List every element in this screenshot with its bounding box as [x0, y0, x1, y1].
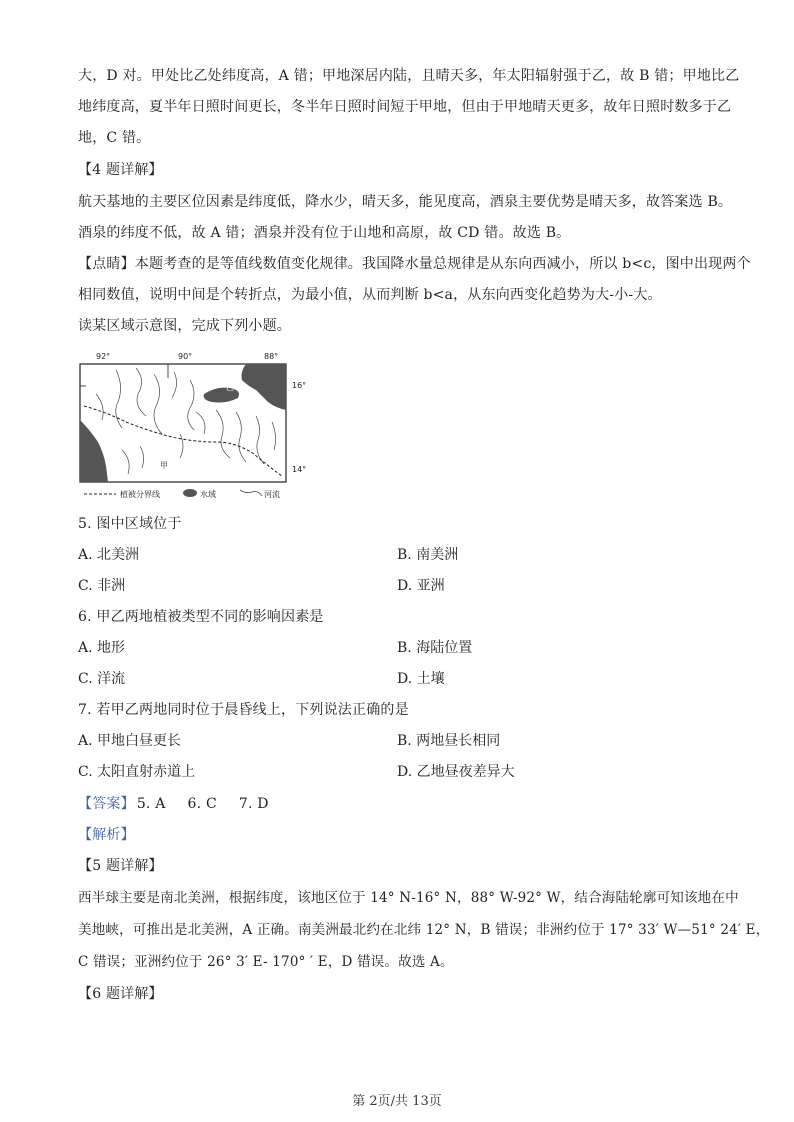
q5-option-b: B. 南美洲: [397, 547, 459, 563]
place-yi-label: 乙: [226, 383, 234, 392]
legend-boundary-label: 植被分界线: [120, 490, 160, 499]
prev-line-3: 地，C 错。: [78, 130, 151, 146]
legend-river-label: 河流: [264, 490, 280, 499]
legend-water-label: 水域: [200, 490, 216, 499]
q7-option-a: A. 甲地白昼更长: [78, 733, 182, 749]
q7-stem: 7. 若甲乙两地同时位于晨昏线上，下列说法正确的是: [78, 702, 409, 718]
q4-line-1: 航天基地的主要区位因素是纬度低，降水少，晴天多，能见度高，酒泉主要优势是晴天多，故答案选 B。: [78, 194, 733, 210]
answer-row: [78, 794, 291, 814]
q5-stem: 5. 图中区域位于: [78, 516, 182, 532]
q5-explain-1: 西半球主要是南北美洲，根据纬度，该地区位于 14° N-16° N，88° W-92° W，结合海陆轮廓可知该地在中: [78, 890, 739, 906]
q6-option-c: C. 洋流: [78, 671, 126, 687]
q6-option-d: D. 土壤: [397, 671, 445, 687]
q7-option-b: B. 两地昼长相同: [397, 733, 501, 749]
q6-option-b: B. 海陆位置: [397, 640, 473, 656]
q7-option-d: D. 乙地昼夜差异大: [397, 764, 515, 780]
legend-river-symbol: [240, 490, 262, 496]
dianjing-line-1: 【点睛】本题考查的是等值线数值变化规律。我国降水量总规律是从东向西减小，所以 b<c，图中出现两个: [78, 256, 751, 272]
answer-label: 【答案】: [78, 796, 135, 812]
dianjing-line-2: 相同数值，说明中间是个转折点，为最小值，从而判断 b<a，从东向西变化趋势为大-小-大。: [78, 287, 662, 303]
answer-7: 7. D: [238, 796, 269, 812]
q5-heading: 【5 题详解】: [78, 858, 163, 874]
q5-option-d: D. 亚洲: [397, 578, 445, 594]
prev-line-2: 地纬度高，夏半年日照时间更长，冬半年日照时间短于甲地，但由于甲地晴天更多，故年日照时数多于乙: [78, 99, 732, 115]
q5-explain-3: C 错误；亚洲约位于 26° 3′ E- 170° ′ E，D 错误。故选 A。: [78, 954, 454, 970]
region-map: [76, 350, 316, 502]
intro-text: 读某区域示意图，完成下列小题。: [78, 318, 291, 334]
q5-option-c: C. 非洲: [78, 578, 126, 594]
q6-stem: 6. 甲乙两地植被类型不同的影响因素是: [78, 609, 324, 625]
lon-90-label: 90°: [178, 352, 193, 361]
q5-option-a: A. 北美洲: [78, 547, 140, 563]
q6-option-a: A. 地形: [78, 640, 126, 656]
lat-16-label: 16°: [292, 381, 307, 390]
q5-explain-2: 美地峡，可推出是北美洲，A 正确。南美洲最北约在北纬 12° N，B 错误；非洲约位于 17° 33′ W—51° 24′ E，: [78, 922, 770, 938]
answer-5: 5. A: [136, 796, 166, 812]
page-footer: 第 2页/共 13页: [352, 1094, 442, 1109]
q4-line-2: 酒泉的纬度不低，故 A 错；酒泉并没有位于山地和高原，故 CD 错。故选 B。: [78, 225, 571, 241]
analysis-label: 【解析】: [78, 827, 135, 843]
answer-6: 6. C: [187, 796, 217, 812]
prev-line-1: 大，D 对。甲处比乙处纬度高，A 错；甲地深居内陆，且晴天多，年太阳辐射强于乙，故 B 错；甲地比乙: [78, 68, 740, 84]
place-jia-label: 甲: [160, 461, 168, 470]
q6-heading: 【6 题详解】: [78, 986, 163, 1002]
lon-92-label: 92°: [96, 352, 111, 361]
lat-14-label: 14°: [292, 465, 307, 474]
q4-heading: 【4 题详解】: [78, 162, 163, 178]
legend-water-symbol: [183, 489, 197, 497]
q7-option-c: C. 太阳直射赤道上: [78, 764, 196, 780]
lon-88-label: 88°: [264, 352, 279, 361]
